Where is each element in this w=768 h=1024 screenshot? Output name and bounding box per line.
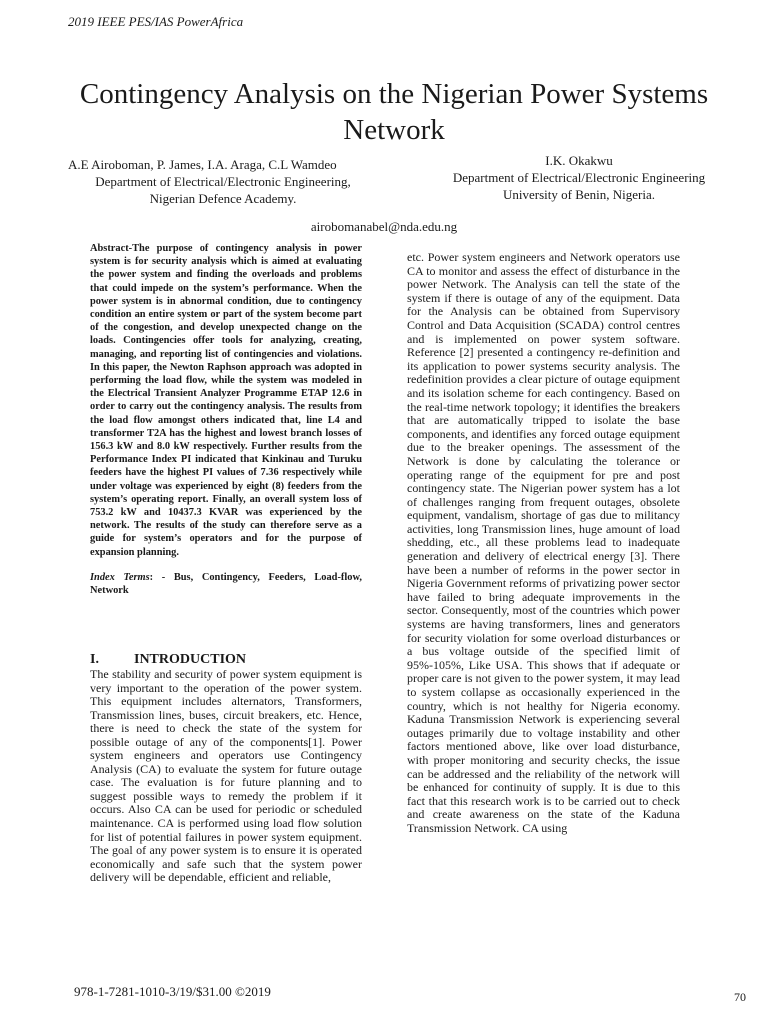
introduction-text-right: etc. Power system engineers and Network operators use CA to monitor and assess the effect of disturbance in the power Network. The Analysis can tell the state of the system if there is outage of any of the equipment. Data for the Analysis can be obtained from Supervisory Control and Data Acquisition (SCADA) control centres and is implemented on power system software. Reference [2] presented a contingency re-definition and its application to power systems security analysis. The redefinition provides a clear picture of outage equipment and its isolation scheme for each contingency. Based on the real-time network topology; it identifies the breakers that are automatically tripped to isolate the base components, and identifies any forced outage equipment due to the breaker openings. The assessment of the Network is done by calculating the tolerance or operating range of the equipment for pre and post contingency state. The Nigerian power system has a lot of challenges ranging from frequent outages, obsolete equipment, vandalism, shortage of gas due to militancy activities, long Transmission lines, huge amount of load shedding, etc., all these problems lead to inadequate generation and delivery of electrical energy [3]. There have been a number of reforms in the power sector in Nigeria Government reforms of privatizing power sector have failed to bring adequate improvements in the sector. Consequently, most of the countries which power systems are having transformers, lines and generators for security violation for some overload disturbances or a bus voltage outside of the specified limit of 95%-105%, Like USA. This shows that if adequate or proper care is not given to the power system, it may lead to system collapse as occasionally experienced in the country, which is not healthy for Nigeria economy. Kaduna Transmission Network is experiencing several outages primarily due to voltage instability and other factors mentioned above, like over load disturbance, with proper monitoring and security checks, the issue can be addressed and the reliability of the network will be enhanced for continuity of supply. It is due to this fact that this research work is to be carried out to check and create awareness on the state of the Kaduna Transmission Network. CA using — [407, 250, 680, 835]
right-column — [407, 251, 680, 836]
conference-header: 2019 IEEE PES/IAS PowerAfrica — [68, 14, 244, 29]
left-column — [90, 242, 362, 597]
section-title: INTRODUCTION — [134, 652, 247, 667]
section-heading-introduction — [90, 652, 362, 668]
author-department-left: Department of Electrical/Electronic Engineering, — [95, 174, 351, 189]
section-number: I. — [90, 652, 99, 667]
footer-isbn: 978-1-7281-1010-3/19/$31.00 ©2019 — [74, 984, 271, 999]
author-names-right: I.K. Okakwu — [545, 153, 613, 168]
page-number: 70 — [734, 990, 746, 1004]
paper-title: Contingency Analysis on the Nigerian Power Systems Network — [79, 78, 709, 146]
index-terms-label: Index Terms — [90, 571, 150, 583]
introduction-left — [90, 652, 362, 885]
author-institution-left: Nigerian Defence Academy. — [149, 191, 297, 206]
author-block-left — [68, 156, 378, 207]
author-names-left: A.E Airoboman, P. James, I.A. Araga, C.L Wamdeo — [68, 157, 337, 172]
index-terms — [90, 571, 362, 597]
index-terms-list: : - Bus, Contingency, Feeders, Load-flow, Network — [90, 571, 362, 597]
abstract: Abstract-The purpose of contingency analysis in power system is for security analysis which is aimed at evaluating the power system and finding the overloads and problems that could impede on the system’s performance. When the power system is in abnormal condition, due to contingency condition an entire system or part of the system become part of the congestion, and develop unexpected change on the loads. Contingencies offer tools for analyzing, creating, managing, and reporting list of contingencies and violations. In this paper, the Newton Raphson approach was adopted in performing the load flow, while the system was modeled in the Electrical Transient Analyzer Programme ETAP 12.6 in order to carry out the contingency analysis. The results from the load flow amongst others indicated that, line L4 and transformer T2A has the highest and lowest branch losses of 156.3 kW and 8.0 kW respectively. Further results from the Performance Index PI indicated that Kinkinau and Turuku feeders have the highest PI values of 7.36 respectively while under voltage was experienced by eight (8) feeders from the system’s operating report. Finally, an overall system loss of 753.2 kW and 10437.3 KVAR was experienced by the network. The results of the study can therefore serve as a guide for system’s operators and for the purpose of expansion planning. — [90, 243, 362, 558]
author-block-right — [440, 152, 718, 203]
introduction-text-left: The stability and security of power system equipment is very important to the operation of the power system. This equipment includes alternators, Transformers, Transmission lines, buses, circuit breakers, etc. Hence, there is need to check the state of the system for possible outage of any of the components[1]. Power system engineers and operators use Contingency Analysis (CA) to evaluate the system for future outage case. The evaluation is for future planning and to suggest possible ways to remedy the problem if it occurs. Also CA can be used for periodic or scheduled maintenance. CA is performed using load flow solution for list of potential failures in power system equipment. The goal of any power system is to ensure it is operated economically and safe such that the system power delivery will be dependable, efficient and reliable, — [90, 667, 362, 885]
author-email: airobomanabel@nda.edu.ng — [310, 219, 458, 234]
author-department-right: Department of Electrical/Electronic Engineering — [452, 170, 706, 185]
author-institution-right: University of Benin, Nigeria. — [503, 187, 655, 202]
